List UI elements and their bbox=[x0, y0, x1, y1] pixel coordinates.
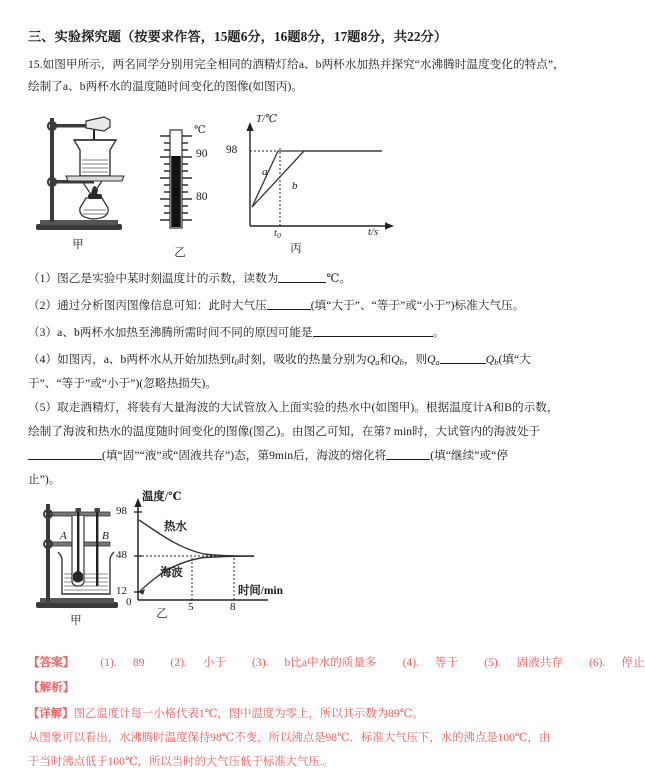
graph1-y-axis-label: T/℃ bbox=[256, 113, 278, 125]
item-4-qb2-symbol: $Q_b$ bbox=[485, 353, 499, 368]
item-4-text-b: 时刻，吸收的热量分别为 bbox=[238, 353, 367, 366]
question-item-5-line-3 bbox=[28, 447, 508, 464]
thermometer-unit-label: ℃ bbox=[194, 125, 206, 136]
answer-4-num: (4). bbox=[402, 656, 419, 669]
graph1-x-axis-label: t/s bbox=[368, 226, 379, 238]
question-stem-line-2: 绘制了a、b两杯水的温度随时间变化的图像(如图丙)。 bbox=[28, 80, 304, 93]
item-1-answer-blank[interactable] bbox=[278, 282, 326, 283]
item-3-tail: 。 bbox=[432, 326, 445, 339]
answer-3-num: (3). bbox=[252, 656, 269, 669]
question-item-4-line-2: 于”、“等于”或“小于”)(忽略热损失)。 bbox=[28, 377, 218, 390]
figure-yi-caption: 乙 bbox=[174, 247, 186, 259]
figure2-yi-caption: 乙 bbox=[156, 608, 168, 620]
graph1-xtick-t0: $t_0$ bbox=[274, 227, 281, 240]
detail-tag: 【详解】 bbox=[28, 708, 74, 720]
answer-1-num: (1). bbox=[100, 656, 117, 669]
item-4-answer-blank[interactable] bbox=[440, 363, 486, 364]
figure-bing-caption: 丙 bbox=[290, 243, 302, 255]
analysis-tag: 【解析】 bbox=[28, 681, 75, 694]
graph1-curve-b-label: b bbox=[292, 180, 298, 192]
graph2-curve-hypo-label: 海波 bbox=[160, 567, 183, 579]
graph2-curve-hotwater-label: 热水 bbox=[164, 521, 187, 533]
question-item-5-line-1 bbox=[28, 399, 559, 416]
answer-6-value: 停止 bbox=[621, 656, 645, 669]
question-item-5-line-2: 绘制了海波和热水的温度随时间变化的图像(图乙)。由图乙可知，在第7 min时，大试管内的海波处于 bbox=[28, 425, 541, 438]
item-2-answer-blank[interactable] bbox=[267, 309, 311, 310]
item-5-answer-blank-2[interactable] bbox=[386, 459, 430, 460]
item-5-answer-blank-1[interactable] bbox=[28, 459, 102, 460]
graph2-ytick-48: 48 bbox=[116, 549, 127, 561]
graph2-ytick-12: 12 bbox=[116, 585, 127, 597]
question-item-2 bbox=[28, 297, 524, 314]
detail-line-3: 于当时沸点低于100℃，所以当时的大气压低于标准大气压.。 bbox=[28, 756, 335, 768]
graph2-x-axis-label: 时间/min bbox=[238, 585, 283, 597]
graph1-ytick-98: 98 bbox=[226, 144, 238, 156]
question-stem-line-1 bbox=[28, 56, 565, 73]
answer-row bbox=[28, 654, 645, 670]
detail-line-1 bbox=[28, 706, 588, 724]
item-4-label: （4） bbox=[28, 353, 58, 366]
item-4-mid: 和 bbox=[379, 353, 392, 366]
question-item-1 bbox=[28, 270, 351, 287]
item-4-qa-symbol: $Q_a$ bbox=[366, 353, 380, 368]
item-3-text: a、b两杯水加热至沸腾所需时间不同的原因可能是 bbox=[57, 326, 313, 339]
detail-line-2: 从图象可以看出，水沸腾时温度保持98℃不变，所以沸点是98℃．标准大气压下，水的沸点是100℃，由 bbox=[28, 732, 551, 744]
detail-text-1: 图乙温度计每一小格代表1℃，图中温度为零上，所以其示数为89℃。 bbox=[73, 708, 424, 720]
graph2-y-axis-label: 温度/℃ bbox=[142, 491, 182, 503]
figure-jia-apparatus bbox=[30, 110, 150, 251]
figure-group-2 bbox=[0, 488, 605, 628]
question-number: 15. bbox=[28, 58, 43, 71]
thermometer-tick-80: 80 bbox=[196, 191, 208, 203]
item-4-qb-symbol: $Q_b$ bbox=[391, 353, 404, 368]
figure-yi-thermometer bbox=[152, 125, 214, 259]
thermometer-tick-90: 90 bbox=[196, 148, 208, 160]
item-3-label: （3） bbox=[28, 326, 58, 339]
item-5-text-1: 取走酒精灯，将装有大量海波的大试管放入上面实验的热水中(如图甲)。根据温度计A和B的示数， bbox=[57, 401, 559, 414]
item-4-tail: (填“大 bbox=[498, 353, 531, 366]
graph2-ytick-98: 98 bbox=[116, 505, 127, 517]
figure2-jia-caption: 甲 bbox=[70, 615, 82, 627]
item-1-label: （1） bbox=[28, 272, 58, 285]
item-1-tail: ℃。 bbox=[326, 272, 352, 285]
answer-3-value: b比a中水的质量多 bbox=[284, 656, 377, 669]
answer-5-num: (5). bbox=[484, 656, 501, 669]
item-4-qa2-symbol: $Q_a$ bbox=[427, 353, 440, 368]
item-5-text-3a: (填“固”“液”或“固液共存”)态，第9min后，海波的熔化将 bbox=[102, 449, 387, 462]
figure-jia-caption: 甲 bbox=[72, 239, 84, 251]
graph2-xtick-8: 8 bbox=[230, 601, 236, 613]
graph1-curve-a-label: a bbox=[262, 166, 268, 178]
answer-5-value: 固液共存 bbox=[516, 656, 563, 669]
item-2-tail: (填“大于”、“等于”或“小于”)标准大气压。 bbox=[310, 299, 525, 312]
item-4-text-a: 如图丙，a、b两杯水从开始加热到 bbox=[57, 353, 232, 366]
answer-tag: 【答案】 bbox=[28, 656, 75, 669]
figure2-yi-graph bbox=[112, 490, 292, 620]
question-item-4-line-1 bbox=[28, 351, 531, 370]
answer-6-num: (6). bbox=[589, 656, 606, 669]
item-3-answer-blank[interactable] bbox=[313, 336, 433, 337]
item-4-time-symbol: $t_0$ bbox=[231, 353, 239, 368]
figure-bing-graph bbox=[226, 113, 406, 255]
graph2-xtick-5: 5 bbox=[188, 601, 194, 613]
figure-group-1 bbox=[0, 108, 605, 258]
question-item-3 bbox=[28, 324, 444, 341]
answer-1-value: 89 bbox=[132, 656, 145, 669]
item-5-label: （5） bbox=[28, 401, 58, 414]
item-5-text-3b: (填“继续”或“停 bbox=[430, 449, 508, 462]
item-2-label: （2） bbox=[28, 299, 58, 312]
item-2-text: 通过分析图丙图像信息可知：此时大气压 bbox=[57, 299, 267, 312]
answer-4-value: 等于 bbox=[434, 656, 459, 669]
item-1-text: 图乙是实验中某时刻温度计的示数，读数为 bbox=[57, 272, 279, 285]
probe-b-label: B bbox=[102, 530, 109, 542]
section-title: 三、实验探究题（按要求作答，15题6分，16题8分，17题8分，共22分） bbox=[28, 29, 448, 44]
question-stem-text-1: 如图甲所示，两名同学分别用完全相同的酒精灯给a、b两杯水加热并探究“水沸腾时温度变化的特点”， bbox=[42, 58, 565, 71]
probe-a-label: A bbox=[60, 530, 67, 542]
graph2-origin-label: 0 bbox=[126, 596, 132, 608]
item-4-text-c: ，则 bbox=[403, 353, 428, 366]
answer-2-value: 小于 bbox=[202, 656, 227, 669]
answer-2-num: (2). bbox=[170, 656, 187, 669]
question-item-5-line-4: 止”)。 bbox=[28, 473, 61, 486]
